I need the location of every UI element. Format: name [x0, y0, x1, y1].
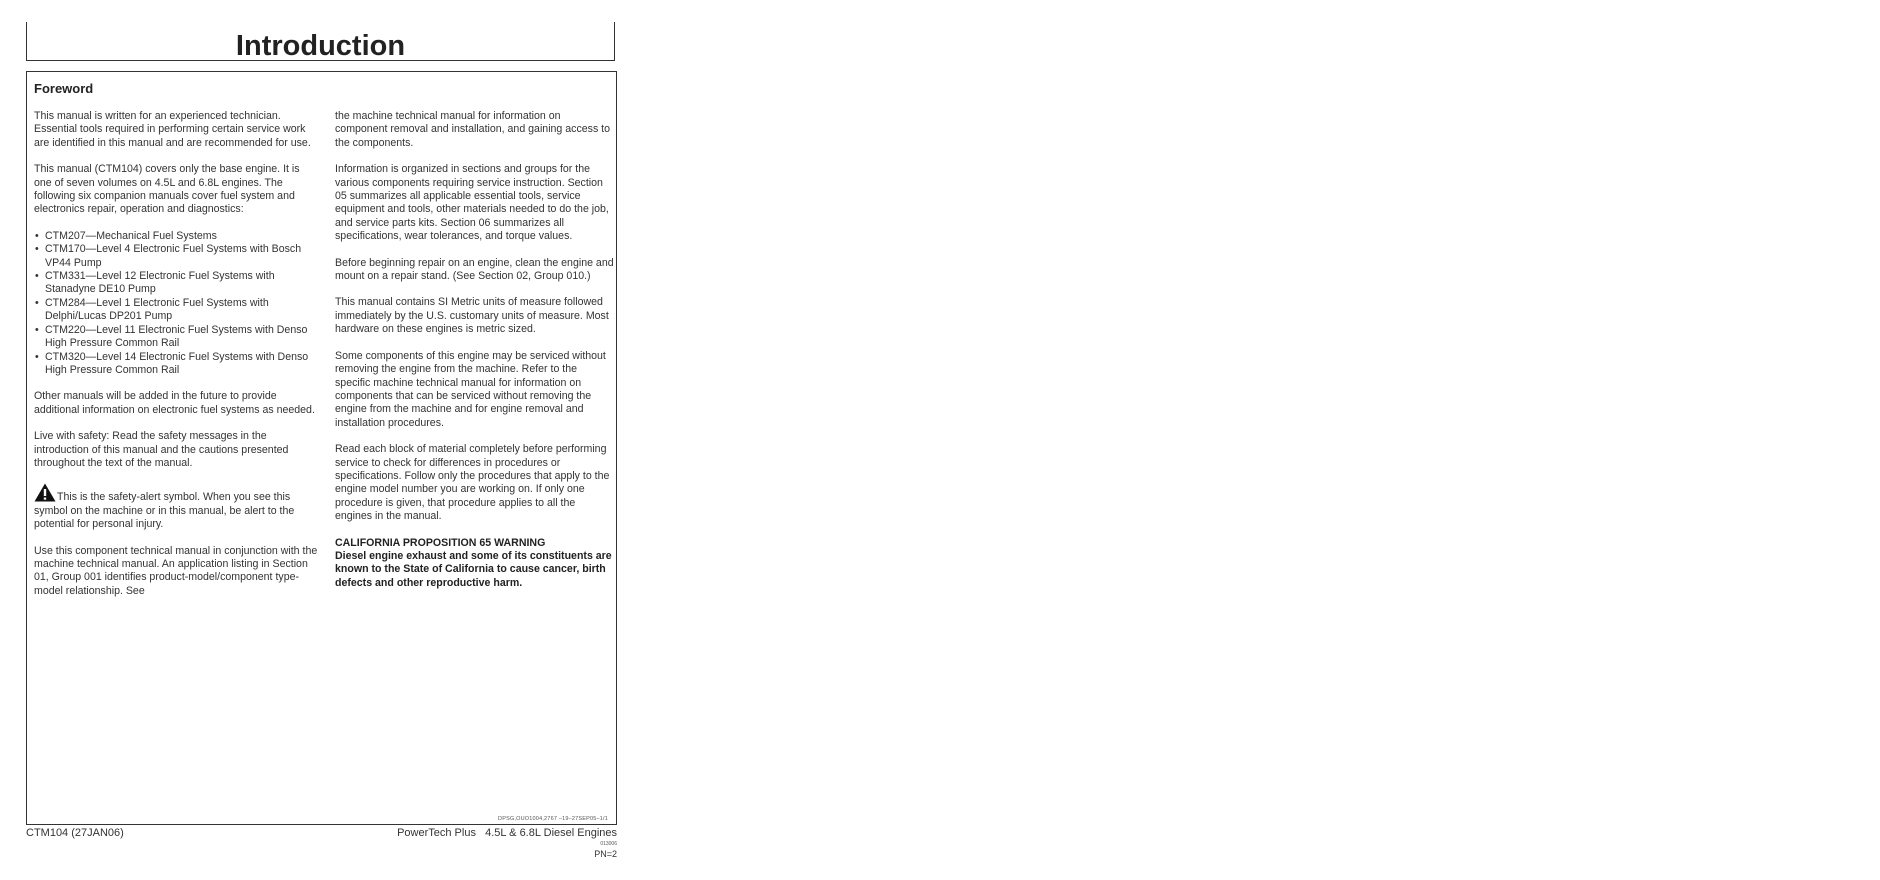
list-item	[34, 324, 319, 351]
paragraph: Some components of this engine may be serviced without removing the engine from the machine. Refer to the specific machine technical manual for information on components that can be serviced without removing the engine from the machine and for engine removal and installation procedures.	[335, 349, 606, 429]
document-code: DPSG,OUO1004,2767 –19–27SEP05–1/1	[498, 816, 608, 822]
paragraph: the machine technical manual for information on component removal and installation, and gaining access to the components.	[335, 110, 611, 149]
prop65-warning	[335, 537, 615, 591]
list-item-text: CTM207—Mechanical Fuel Systems	[45, 229, 217, 242]
list-item-text: CTM331—Level 12 Electronic Fuel Systems with Stanadyne DE10 Pump	[45, 270, 275, 296]
paragraph: Information is organized in sections and groups for the various components requiring service instruction. Section 05 summarizes all applicable essential tools, service equipment and tools, other materials needed to do the job, and service parts kits. Section 06 summarizes all specifications, wear tolerances, and torque values.	[335, 163, 609, 243]
paragraph: This manual (CTM104) covers only the base engine. It is one of seven volumes on 4.5L and 6.8L engines. The following six companion manuals cover fuel system and electronics repair, operation and diagnostics:	[34, 163, 300, 216]
page-number: PN=2	[594, 849, 617, 859]
right-column	[335, 110, 615, 590]
paragraph: This manual is written for an experienced technician. Essential tools required in performing certain service work are identified in this manual and are recommended for use.	[34, 110, 311, 149]
list-item-text: CTM220—Level 11 Electronic Fuel Systems with Denso High Pressure Common Rail	[45, 323, 308, 350]
paragraph: Read each block of material completely before performing service to check for differences in procedures or specifications. Follow only the procedures that apply to the engine model number you are working on. If only one procedure is given, that procedure applies to all the engines in the manual.	[335, 443, 610, 523]
paragraph: Other manuals will be added in the future to provide additional information on electronic fuel systems as needed.	[34, 390, 315, 416]
paragraph: This manual contains SI Metric units of measure followed immediately by the U.S. customary units of measure. Most hardware on these engines is metric sized.	[335, 296, 609, 336]
list-item-text: CTM170—Level 4 Electronic Fuel Systems with Bosch VP44 Pump	[45, 243, 302, 269]
warning-text: Diesel engine exhaust and some of its constituents are known to the State of California to cause cancer, birth defects and other reproductive harm.	[335, 549, 612, 589]
paragraph: Before beginning repair on an engine, clean the engine and mount on a repair stand. (See Section 02, Group 010.)	[335, 256, 614, 283]
bullet-icon: •	[35, 229, 39, 242]
list-item	[34, 351, 319, 378]
bullet-icon: •	[35, 243, 39, 256]
bullet-icon: •	[35, 270, 39, 283]
bullet-icon: •	[35, 296, 39, 309]
safety-alert-paragraph	[34, 483, 319, 531]
list-item-text: CTM284—Level 1 Electronic Fuel Systems with Delphi/Lucas DP201 Pump	[45, 296, 269, 323]
foreword-section	[26, 71, 617, 825]
left-column	[34, 110, 319, 611]
warning-title: CALIFORNIA PROPOSITION 65 WARNING	[335, 536, 546, 549]
bullet-icon: •	[35, 350, 39, 363]
page-title-box	[26, 22, 615, 61]
list-item	[34, 270, 319, 297]
section-heading: Foreword	[34, 81, 94, 96]
safety-alert-icon	[34, 483, 56, 502]
bullet-icon: •	[35, 323, 39, 336]
footer-code: 013006	[600, 841, 617, 847]
list-item	[34, 243, 319, 270]
companion-manuals-list	[34, 230, 319, 377]
page-title: Introduction	[235, 30, 406, 62]
safety-alert-text: This is the safety-alert symbol. When you see this symbol on the machine or in this manual, be alert to the potential for personal injury.	[34, 491, 295, 531]
list-item	[34, 297, 319, 324]
list-item-text: CTM320—Level 14 Electronic Fuel Systems with Denso High Pressure Common Rail	[45, 350, 309, 376]
paragraph: Live with safety: Read the safety messages in the introduction of this manual and the cautions presented throughout the text of the manual.	[34, 430, 289, 469]
footer-manual-id: CTM104 (27JAN06)	[26, 827, 124, 839]
list-item	[34, 230, 319, 243]
footer-product-name: PowerTech Plus 4.5L & 6.8L Diesel Engines	[397, 827, 617, 839]
paragraph: Use this component technical manual in conjunction with the machine technical manual. An application listing in Section 01, Group 001 identifies product-model/component type-model relationship. See	[34, 544, 318, 597]
